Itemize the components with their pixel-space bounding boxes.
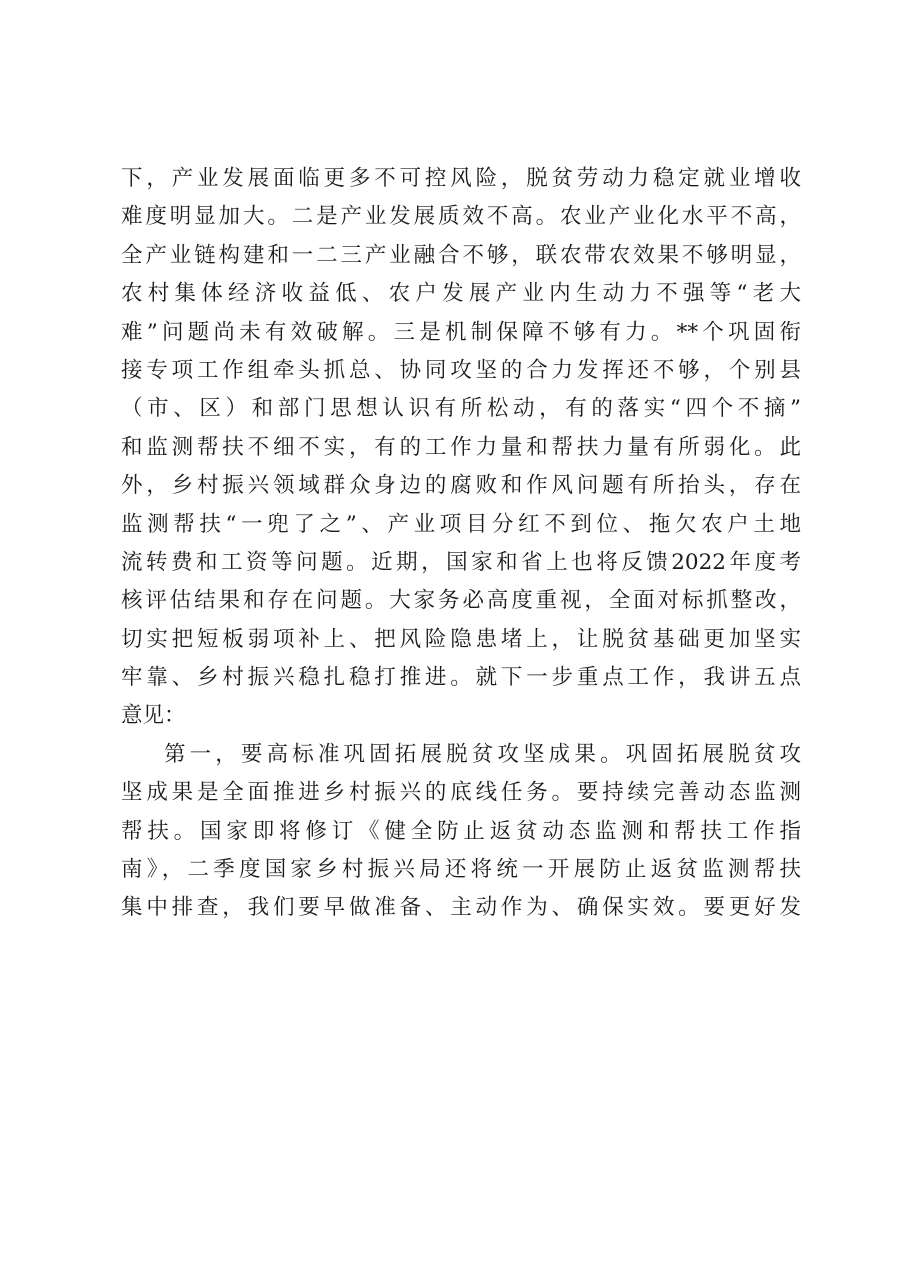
text-line: 集中排查，我们要早做准备、主动作为、确保实效。要更好发 (121, 895, 801, 921)
paragraph-2 (121, 736, 801, 928)
text-line-indented: 第一，要高标准巩固拓展脱贫攻坚成果。巩固拓展脱贫攻 (164, 741, 801, 767)
text-line: 难度明显加大。二是产业发展质效不高。农业产业化水平不高， (121, 204, 801, 230)
paragraph-1 (121, 160, 801, 736)
text-line: 南》，二季度国家乡村振兴局还将统一开展防止返贫监测帮扶 (121, 857, 801, 883)
text-line: 下，产业发展面临更多不可控风险，脱贫劳动力稳定就业增收 (121, 166, 801, 191)
text-line: 核评估结果和存在问题。大家务必高度重视，全面对标抓整改， (121, 588, 801, 614)
text-line: 监测帮扶“一兜了之”、产业项目分红不到位、拖欠农户土地 (121, 511, 801, 537)
text-line: 牢靠、乡村振兴稳扎稳打推进。就下一步重点工作，我讲五点 (121, 665, 801, 691)
text-line: 农村集体经济收益低、农户发展产业内生动力不强等“老大 (121, 281, 801, 307)
text-line: 切实把短板弱项补上、把风险隐患堵上，让脱贫基础更加坚实 (121, 626, 801, 652)
text-line: 全产业链构建和一二三产业融合不够，联农带农效果不够明显， (121, 242, 801, 268)
text-line: 和监测帮扶不细不实，有的工作力量和帮扶力量有所弱化。此 (121, 434, 801, 460)
text-line: 外，乡村振兴领域群众身边的腐败和作风问题有所抬头，存在 (121, 473, 801, 499)
text-line: 意见： (121, 703, 186, 729)
body-text (121, 160, 801, 928)
text-line: 难”问题尚未有效破解。三是机制保障不够有力。**个巩固衔 (121, 319, 801, 345)
text-line: （市、区）和部门思想认识有所松动，有的落实“四个不摘” (121, 396, 801, 422)
text-line: 帮扶。国家即将修订《健全防止返贫动态监测和帮扶工作指 (121, 818, 801, 844)
text-line: 坚成果是全面推进乡村振兴的底线任务。要持续完善动态监测 (121, 780, 801, 806)
text-line: 接专项工作组牵头抓总、协同攻坚的合力发挥还不够，个别县 (121, 357, 801, 383)
text-line: 流转费和工资等问题。近期，国家和省上也将反馈2022年度考 (121, 549, 801, 575)
